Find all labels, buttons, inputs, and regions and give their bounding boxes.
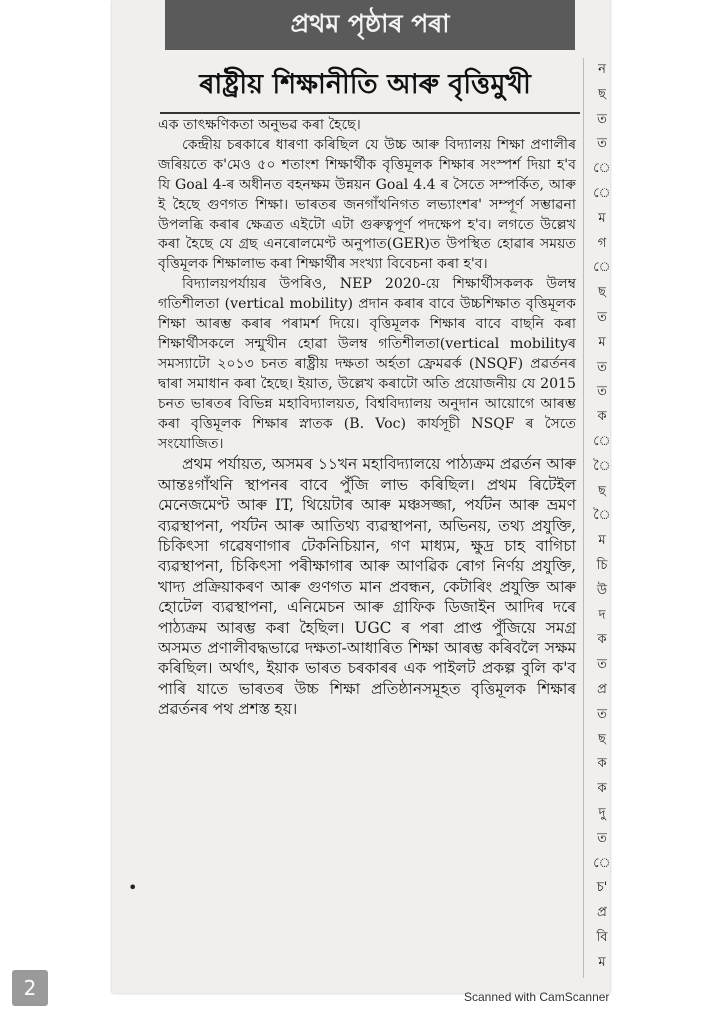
side-column-char: ছ: [598, 483, 606, 499]
article-body: [158, 116, 576, 720]
page-number: 2: [23, 976, 37, 1000]
side-column-char: ছ: [598, 285, 606, 301]
margin-dot: •: [128, 878, 138, 897]
side-column-char: বি: [596, 929, 608, 945]
side-column-char: ছ: [598, 86, 606, 102]
side-column-char: ত: [597, 657, 607, 673]
side-column-char: ক: [597, 632, 607, 648]
side-column-char: ছ: [598, 731, 606, 747]
scanner-watermark: Scanned with CamScanner: [464, 990, 610, 1004]
side-column-char: ম: [598, 954, 606, 970]
side-column-char: দু: [598, 805, 606, 821]
side-column-char: প্ৰ: [597, 905, 607, 921]
side-column-char: ৈ: [593, 458, 611, 474]
side-column-char: উ: [596, 582, 608, 598]
page-number-badge[interactable]: [12, 970, 48, 1006]
side-column-char: ৈ: [593, 508, 611, 524]
side-column-char: ক: [597, 781, 607, 797]
article-paragraph: প্ৰথম পৰ্যায়ত, অসমৰ ১১খন মহাবিদ্যালয়ে পাঠ্যক্ৰম প্ৰৱৰ্তন আৰু আন্তঃগাঁথনি স্থাপনৰ বাবে পুঁজি লাভ কৰিছিল। প্ৰথম ৰিটেইল মেনেজমেণ্ট আৰু IT, থিয়েটাৰ আৰু মঞ্চসজ্জা, পৰ্যটন আৰু ভ্ৰমণ ব্যৱস্থাপনা, পৰ্যটন আৰু আতিথ্য ব্যৱস্থাপনা, অভিনয়, তথ্য প্ৰযুক্তি, চিকিৎসা গৱেষণাগাৰ টেকনিচিয়ান, গণ মাধ্যম, ক্ষুদ্ৰ চাহ বাগিচা ব্যৱস্থাপনা, চিকিৎসা পৰীক্ষাগাৰ আৰু আণৱিক ৰোগ নিৰ্ণয় প্ৰযুক্তি, খাদ্য প্ৰক্ৰিয়াকৰণ আৰু গুণগত মান প্ৰবন্ধন, কেটাৰিং প্ৰযুক্তি আৰু হোটেল ব্যৱস্থাপনা, এনিমেচন আৰু গ্ৰাফিক ডিজাইন আদিৰ দৰে পাঠ্যক্ৰম আৰম্ভ কৰা হৈছিল। UGC ৰ পৰা প্ৰাপ্ত পুঁজিয়ে সমগ্ৰ অসমত প্ৰণালীবদ্ধভাৱে দক্ষতা-আধাৰিত শিক্ষা আৰম্ভ কৰিবলৈ সক্ষম কৰিছিল। অৰ্থাৎ, ইয়াক ভাৰত চৰকাৰৰ এক পাইলট প্ৰকল্প বুলি ক'ব পাৰি যাতে ভাৰতৰ উচ্চ শিক্ষা প্ৰতিষ্ঠানসমূহত বৃত্তিমূলক শিক্ষাৰ প্ৰৱৰ্তনৰ পথ প্ৰশস্ত হয়।: [158, 455, 576, 719]
side-column-char: ত: [597, 136, 607, 152]
side-column-char: ম: [598, 334, 606, 350]
side-column-char: চ': [596, 880, 608, 896]
column-divider: [583, 58, 584, 978]
side-column-char: ম: [598, 533, 606, 549]
side-column-char: চি: [596, 557, 608, 573]
side-column-char: ে: [593, 185, 611, 201]
side-column-char: ক: [597, 409, 607, 425]
side-column-char: ত: [597, 706, 607, 722]
headline-divider: [160, 112, 580, 114]
section-banner-title: প্ৰথম পৃষ্ঠাৰ পৰা: [290, 8, 450, 38]
side-column-char: ন: [598, 62, 606, 77]
side-column-char: ত: [597, 111, 607, 127]
side-column-char: ক: [597, 756, 607, 772]
adjacent-column-fragment: [590, 58, 614, 975]
side-column-char: ে: [593, 161, 611, 177]
article-headline: ৰাষ্ট্ৰীয় শিক্ষানীতি আৰু বৃত্তিমুখী: [199, 68, 531, 100]
side-column-char: ে: [593, 855, 611, 871]
side-column-char: গ: [597, 235, 607, 251]
article-paragraph: এক তাৎক্ষণিকতা অনুভৱ কৰা হৈছে।: [158, 117, 361, 133]
article-paragraph: কেন্দ্ৰীয় চৰকাৰে ধাৰণা কৰিছিল যে উচ্চ আৰু বিদ্যালয় শিক্ষা প্ৰণালীৰ জৰিয়তে ক'মেও ৫০ শতাংশ শিক্ষাৰ্থীক বৃত্তিমূলক শিক্ষাৰ সংস্পৰ্শ দিয়া হ'ব যি Goal 4-ৰ অধীনত বহনক্ষম উন্নয়ন Goal 4.4 ৰ সৈতে সম্পৰ্কিত, আৰু ই হৈছে গুণগত শিক্ষা। ভাৰতৰ জনগাঁথনিগত লভ্যাংশৰ' সম্পূৰ্ণ সম্ভাৱনা উপলব্ধি কৰাৰ ক্ষেত্ৰত এইটো এটা গুৰুত্বপূৰ্ণ পদক্ষেপ হ'ব। লগতে উল্লেখ কৰা হৈছে যে গ্ৰছ এনৰোলমেণ্ট অনুপাত(GER)ত উপস্থিত হোৱাৰ সময়ত বৃত্তিমূলক শিক্ষালাভ কৰা শিক্ষাৰ্থীৰ সংখ্যা বিবেচনা কৰা হ'ব।: [158, 136, 576, 273]
side-column-char: ত: [597, 359, 607, 375]
side-column-char: প্ৰ: [597, 681, 607, 697]
side-column-char: ত: [597, 309, 607, 325]
article-paragraph: বিদ্যালয়পৰ্যায়ৰ উপৰিও, NEP 2020-য়ে শিক্ষাৰ্থীসকলক উলম্ব গতিশীলতা (vertical mobility) প্ৰদান কৰাৰ বাবে উচ্চশিক্ষাত বৃত্তিমূলক শিক্ষা আৰম্ভ কৰাৰ পৰামৰ্শ দিয়ে। বৃত্তিমূলক শিক্ষাৰ বাবে বাছনি কৰা শিক্ষাৰ্থীসকলে সন্মুখীন হোৱা উলম্ব গতিশীলতা(vertical mobilityৰ সমস্যাটো ২০১৩ চনত ৰাষ্ট্ৰীয় দক্ষতা অৰ্হতা ফ্ৰেমৱৰ্ক (NSQF) প্ৰৱৰ্তনৰ দ্বাৰা সমাধান কৰা হৈছে। ইয়াত, উল্লেখ কৰাটো অতি প্ৰয়োজনীয় যে 2015 চনত ভাৰতৰ বিভিন্ন মহাবিদ্যালয়ত, বিশ্ববিদ্যালয় অনুদান আয়োগে আৰম্ভ কৰা বৃত্তিমূলক শিক্ষাৰ স্নাতক (B. Voc) কাৰ্যসূচী NSQF ৰ সৈতে সংযোজিত।: [158, 276, 576, 452]
side-column-char: দ: [598, 607, 606, 623]
side-column-char: ে: [593, 260, 611, 276]
side-column-char: ত: [597, 830, 607, 846]
side-column-char: ম: [598, 210, 606, 226]
side-column-char: ে: [593, 433, 611, 449]
section-banner: [165, 0, 575, 50]
side-column-char: ত: [597, 384, 607, 400]
